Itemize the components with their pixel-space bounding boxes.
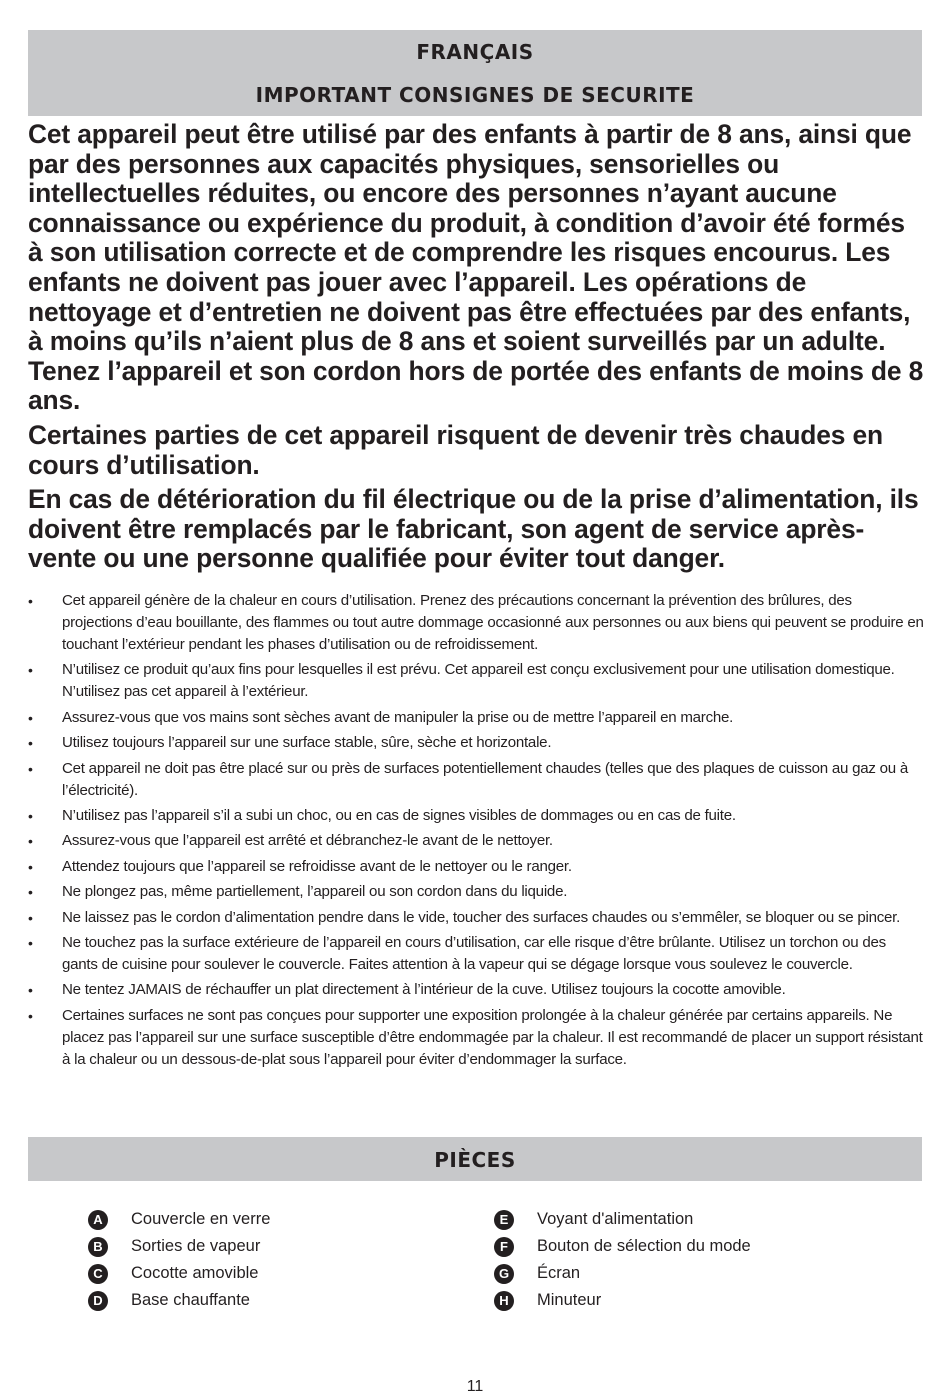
list-item — [28, 1005, 924, 1071]
list-item-text: Assurez-vous que l’appareil est arrêté et débranchez-le avant de le nettoyer. — [62, 832, 553, 850]
language-title: FRANÇAIS — [416, 40, 534, 64]
bullet-icon: • — [28, 982, 33, 999]
bullet-icon: • — [28, 909, 33, 926]
letter-d-circle-icon: D — [88, 1291, 108, 1311]
bullet-icon: • — [28, 807, 33, 824]
letter-c-circle-icon: C — [88, 1264, 108, 1284]
list-item — [28, 590, 924, 656]
bullet-icon: • — [28, 709, 33, 726]
part-label: Base chauffante — [131, 1291, 250, 1309]
list-item — [28, 732, 924, 754]
bullet-icon: • — [28, 760, 33, 777]
warning-paragraph: En cas de détérioration du fil électrique ou de la prise d’alimentation, ils doivent être remplacés par le fabricant, son agent de service après-vente ou une personne qualifiée pour éviter tout danger. — [28, 484, 919, 574]
list-item-text: Assurez-vous que vos mains sont sèches avant de manipuler la prise ou de mettre l’appareil en marche. — [62, 708, 734, 726]
list-item-text: Cet appareil ne doit pas être placé sur ou près de surfaces potentiellement chaudes (telles que des plaques de cuisson au gaz ou à l’électricité). — [62, 759, 909, 799]
safety-bullet-list — [28, 590, 924, 1074]
parts-list-right — [494, 1206, 914, 1314]
part-label: Minuteur — [537, 1291, 602, 1309]
letter-e-circle-icon: E — [494, 1210, 514, 1230]
part-item — [88, 1260, 508, 1287]
list-item — [28, 881, 924, 903]
parts-list-left — [88, 1206, 508, 1314]
warning-paragraph: Certaines parties de cet appareil risquent de devenir très chaudes en cours d’utilisation. — [28, 419, 884, 480]
list-item-text: Utilisez toujours l’appareil sur une surface stable, sûre, sèche et horizontale. — [62, 734, 552, 752]
letter-b-circle-icon: B — [88, 1237, 108, 1257]
list-item — [28, 932, 924, 976]
list-item — [28, 856, 924, 878]
bullet-icon: • — [28, 833, 33, 850]
letter-h-circle-icon: H — [494, 1291, 514, 1311]
safety-title: IMPORTANT CONSIGNES DE SECURITE — [255, 83, 695, 107]
bullet-icon: • — [28, 934, 33, 951]
part-item — [88, 1287, 508, 1314]
warning-paragraph: Cet appareil peut être utilisé par des enfants à partir de 8 ans, ainsi que par des personnes aux capacités physiques, sensorielles ou intellectuelles réduites, ou encore des personnes n’ayant aucune connaissance ou expérience du produit, à condition d’avoir été formés à son utilisation correcte et de comprendre les risques encourus. Les enfants ne doivent pas jouer avec l’appareil. Les opérations de nettoyage et d’entretien ne doivent pas être effectuées par des enfants, à moins qu’ils n’aient plus de 8 ans et soient surveillés par un adulte. Tenez l’appareil et son cordon hors de portée des enfants de moins de 8 ans. — [28, 119, 924, 416]
part-item — [494, 1206, 914, 1233]
part-label: Couvercle en verre — [131, 1210, 271, 1228]
bullet-icon: • — [28, 735, 33, 752]
list-item — [28, 659, 924, 703]
bullet-icon: • — [28, 593, 33, 609]
list-item — [28, 830, 924, 852]
part-item — [494, 1260, 914, 1287]
bullet-icon: • — [28, 1007, 33, 1024]
bullet-icon: • — [28, 662, 33, 679]
part-label: Bouton de sélection du mode — [537, 1237, 751, 1255]
letter-f-circle-icon: F — [494, 1237, 514, 1257]
list-item-text: Certaines surfaces ne sont pas conçues pour supporter une exposition prolongée à la chaleur générée par certains appareils. Ne placez pas l’appareil sur une surface susceptible d’être endommagée par la chaleur. Il est recommandé de placer un support résistant à la chaleur ou un dessous-de-plat sous l’appareil pour éviter d’endommager la surface. — [62, 1006, 923, 1068]
parts-title: PIÈCES — [434, 1148, 516, 1172]
part-label: Voyant d'alimentation — [537, 1210, 694, 1228]
part-item — [88, 1233, 508, 1260]
list-item-text: Attendez toujours que l’appareil se refroidisse avant de le nettoyer ou le ranger. — [62, 857, 572, 875]
letter-g-circle-icon: G — [494, 1264, 514, 1284]
list-item-text: Ne touchez pas la surface extérieure de l’appareil en cours d’utilisation, car elle risque d’être brûlante. Utilisez un torchon ou des gants de cuisine pour soulever le couvercle. Faites attention à la vapeur qui se dégage lorsque vous soulevez le couvercle. — [62, 933, 886, 973]
page-number: 11 — [466, 1378, 484, 1395]
part-label: Écran — [537, 1264, 581, 1282]
list-item-text: N’utilisez pas l’appareil s’il a subi un choc, ou en cas de signes visibles de dommages ou en cas de fuite. — [62, 806, 736, 824]
list-item — [28, 758, 924, 802]
list-item — [28, 707, 924, 729]
bullet-icon: • — [28, 858, 33, 875]
list-item — [28, 907, 924, 929]
part-item — [88, 1206, 508, 1233]
list-item-text: Ne laissez pas le cordon d’alimentation pendre dans le vide, toucher des surfaces chaudes ou s’emmêler, se bloquer ou se pincer. — [62, 908, 901, 926]
bold-warnings — [28, 120, 924, 579]
letter-a-circle-icon: A — [88, 1210, 108, 1230]
part-label: Cocotte amovible — [131, 1264, 259, 1282]
list-item-text: Cet appareil génère de la chaleur en cours d’utilisation. Prenez des précautions concernant la prévention des brûlures, des projections d’eau bouillante, des flammes ou tout autre dommage occasionné aux personnes ou aux biens qui peuvent se produire en touchant l’extérieur pendant les phases d’utilisation ou de refroidissement. — [62, 592, 924, 653]
bullet-icon: • — [28, 884, 33, 901]
part-label: Sorties de vapeur — [131, 1237, 261, 1255]
part-item — [494, 1233, 914, 1260]
part-item — [494, 1287, 914, 1314]
parts-header-band — [28, 1137, 922, 1181]
list-item — [28, 979, 924, 1001]
list-item-text: Ne plongez pas, même partiellement, l’appareil ou son cordon dans du liquide. — [62, 883, 568, 901]
list-item-text: Ne tentez JAMAIS de réchauffer un plat directement à l’intérieur de la cuve. Utilisez toujours la cocotte amovible. — [62, 981, 786, 999]
list-item-text: N’utilisez ce produit qu’aux fins pour lesquelles il est prévu. Cet appareil est conçu exclusivement pour une utilisation domestique. N’utilisez pas cet appareil à l’extérieur. — [62, 661, 895, 701]
list-item — [28, 805, 924, 827]
safety-header-band — [28, 30, 922, 116]
